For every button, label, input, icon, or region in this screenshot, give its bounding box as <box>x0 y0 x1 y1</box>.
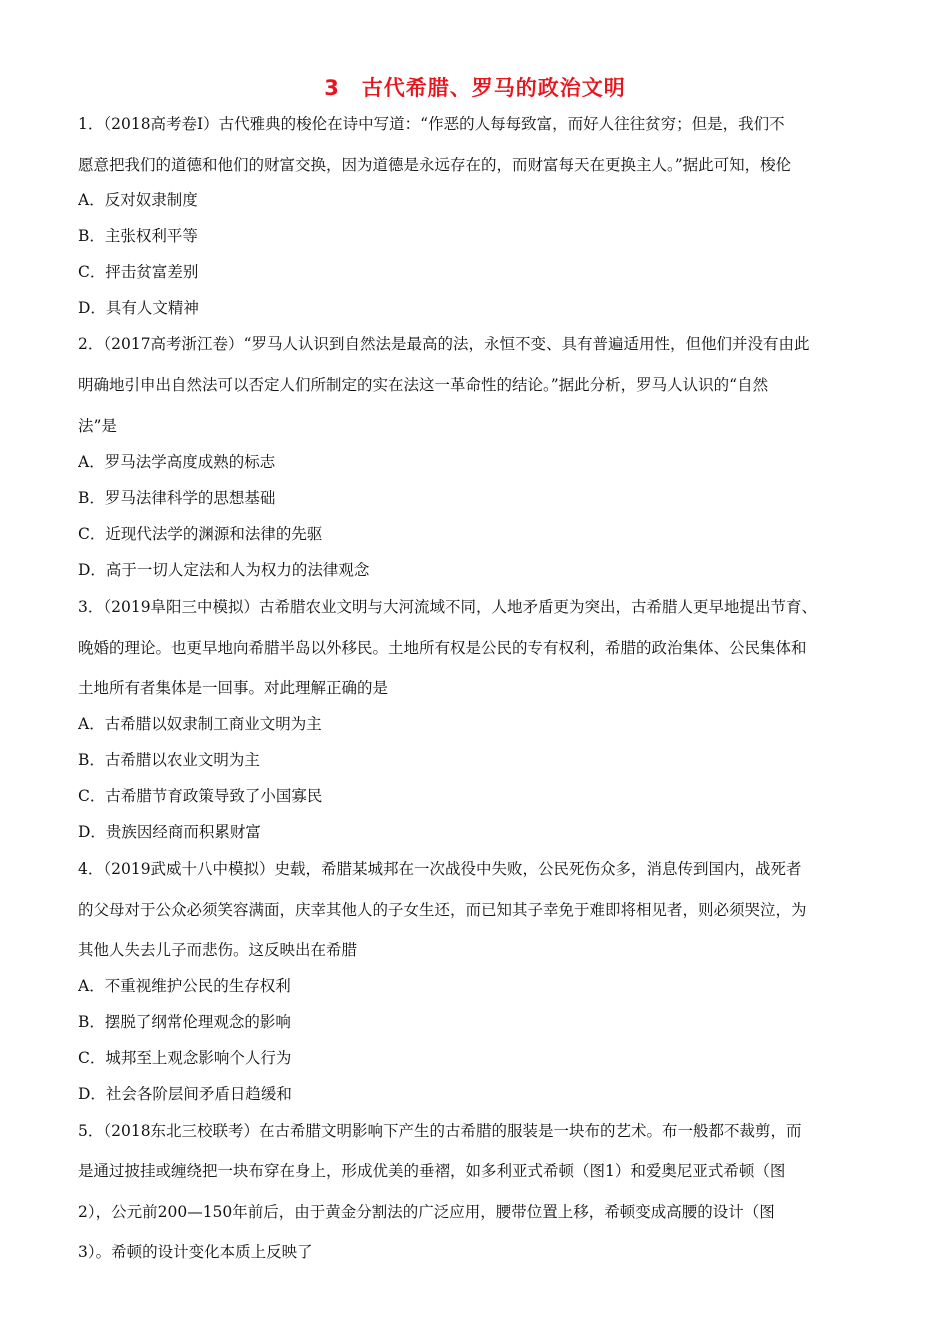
question-5-stem-line-1: 5．（2018东北三校联考）在古希腊文明影响下产生的古希腊的服装是一块布的艺术。布一般都不裁剪，而 <box>78 1122 802 1140</box>
question-4-option-a: A．不重视维护公民的生存权利 <box>78 977 291 995</box>
page-title: 3 古代希腊、罗马的政治文明 <box>324 76 626 100</box>
question-3-option-c: C．古希腊节育政策导致了小国寡民 <box>78 787 323 805</box>
question-3-option-a: A．古希腊以奴隶制工商业文明为主 <box>78 715 322 733</box>
question-2-option-d: D．高于一切人定法和人为权力的法律观念 <box>78 561 370 579</box>
question-4-stem-line-1: 4．（2019武威十八中模拟）史载，希腊某城邦在一次战役中失败，公民死伤众多，消息传到国内，战死者 <box>78 860 802 878</box>
question-2-stem-line-3: 法”是 <box>78 417 117 435</box>
question-1-option-c: C．抨击贫富差别 <box>78 263 199 281</box>
question-2-option-c: C．近现代法学的渊源和法律的先驱 <box>78 525 323 543</box>
question-1-option-a: A．反对奴隶制度 <box>78 191 198 209</box>
question-2-stem-line-2: 明确地引申出自然法可以否定人们所制定的实在法这一革命性的结论。”据此分析，罗马人认识的“自然 <box>78 376 769 394</box>
question-4-option-c: C．城邦至上观念影响个人行为 <box>78 1049 292 1067</box>
question-1-stem-line-1: 1．（2018高考卷Ⅰ）古代雅典的梭伦在诗中写道：“作恶的人每每致富，而好人往往贫穷；但是，我们不 <box>78 115 785 133</box>
question-2-option-a: A．罗马法学高度成熟的标志 <box>78 453 276 471</box>
question-5-stem-line-2: 是通过披挂或缠绕把一块布穿在身上，形成优美的垂褶，如多利亚式希顿（图1）和爱奥尼亚式希顿（图 <box>78 1162 786 1180</box>
question-4-stem-line-2: 的父母对于公众必须笑容满面，庆幸其他人的子女生还，而已知其子幸免于难即将相见者，则必须哭泣，为 <box>78 901 807 919</box>
question-3-option-b: B．古希腊以农业文明为主 <box>78 751 260 769</box>
question-3-stem-line-2: 晚婚的理论。也更早地向希腊半岛以外移民。土地所有权是公民的专有权利，希腊的政治集体、公民集体和 <box>78 639 807 657</box>
question-4-stem-line-3: 其他人失去儿子而悲伤。这反映出在希腊 <box>78 941 358 959</box>
question-4-option-b: B．摆脱了纲常伦理观念的影响 <box>78 1013 291 1031</box>
question-4-option-d: D．社会各阶层间矛盾日趋缓和 <box>78 1085 292 1103</box>
question-3-stem-line-1: 3．（2019阜阳三中模拟）古希腊农业文明与大河流域不同，人地矛盾更为突出，古希腊人更早地提出节育、 <box>78 598 818 616</box>
question-5-stem-line-3: 2），公元前200—150年前后，由于黄金分割法的广泛应用，腰带位置上移，希顿变成高腰的设计（图 <box>78 1203 775 1221</box>
question-3-option-d: D．贵族因经商而积累财富 <box>78 823 261 841</box>
question-1-option-d: D．具有人文精神 <box>78 299 199 317</box>
question-1-stem-line-2: 愿意把我们的道德和他们的财富交换，因为道德是永远存在的，而财富每天在更换主人。”据此可知，梭伦 <box>78 156 792 174</box>
question-2-stem-line-1: 2．（2017高考浙江卷）“罗马人认识到自然法是最高的法，永恒不变、具有普遍适用性，但他们并没有由此 <box>78 335 810 353</box>
question-2-option-b: B．罗马法律科学的思想基础 <box>78 489 276 507</box>
question-3-stem-line-3: 土地所有者集体是一回事。对此理解正确的是 <box>78 679 389 697</box>
question-1-option-b: B．主张权利平等 <box>78 227 198 245</box>
question-5-stem-line-4: 3）。希顿的设计变化本质上反映了 <box>78 1243 313 1261</box>
